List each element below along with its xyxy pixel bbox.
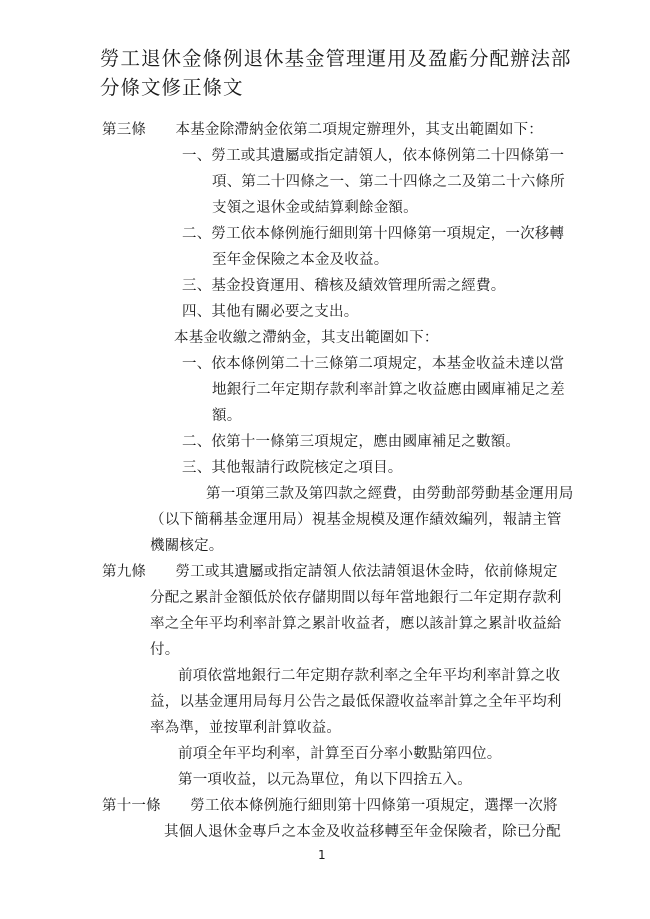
- page-number: 1: [318, 848, 326, 862]
- text-line: 至年金保險之本金及收益。: [212, 252, 389, 268]
- text-line: 四、其他有關必要之支出。: [182, 304, 359, 320]
- text-line: 一、依本條例第二十三條第二項規定，本基金收益未達以當: [182, 356, 565, 372]
- text-line: 三、基金投資運用、稽核及績效管理所需之經費。: [182, 278, 506, 294]
- text-line: 地銀行二年定期存款利率計算之收益應由國庫補足之差: [212, 382, 565, 398]
- document-title: [100, 44, 600, 102]
- article-9-heading: 第九條 勞工或其遺屬或指定請領人依法請領退休金時，依前條規定: [102, 564, 558, 580]
- article-11-heading: 第十一條 勞工依本條例施行細則第十四條第一項規定，選擇一次將: [102, 798, 558, 814]
- text-line: 其個人退休金專戶之本金及收益移轉至年金保險者，除已分配: [164, 824, 561, 840]
- text-line: 付。: [150, 642, 180, 658]
- text-line: 機關核定。: [150, 538, 224, 554]
- text-line: 二、依第十一條第三項規定，應由國庫補足之數額。: [182, 434, 521, 450]
- text-line: 前項依當地銀行二年定期存款利率之全年平均利率計算之收: [178, 668, 561, 684]
- text-line: 率之全年平均利率計算之累計收益者，應以該計算之累計收益給: [150, 616, 562, 632]
- text-line: 前項全年平均利率，計算至百分率小數點第四位。: [178, 746, 502, 762]
- text-line: 本基金收繳之滯納金，其支出範圍如下：: [174, 330, 439, 346]
- text-line: 第一項第三款及第四款之經費，由勞動部勞動基金運用局: [206, 486, 574, 502]
- text-line: 一、勞工或其遺屬或指定請領人，依本條例第二十四條第一: [182, 148, 565, 164]
- text-line: 分配之累計金額低於依存儲期間以每年當地銀行二年定期存款利: [150, 590, 562, 606]
- text-line: （以下簡稱基金運用局）視基金規模及運作績效編列，報請主管: [150, 512, 562, 528]
- title-line-2: 分條文修正條文: [100, 76, 244, 99]
- title-line-1: 勞工退休金條例退休基金管理運用及盈虧分配辦法部: [100, 47, 572, 70]
- text-line: 額。: [212, 408, 242, 424]
- text-line: 項、第二十四條之一、第二十四條之二及第二十六條所: [212, 174, 565, 190]
- text-line: 益，以基金運用局每月公告之最低保證收益率計算之全年平均利: [150, 694, 562, 710]
- text-line: 二、勞工依本條例施行細則第十四條第一項規定，一次移轉: [182, 226, 565, 242]
- text-line: 支領之退休金或結算剩餘金額。: [212, 200, 418, 216]
- text-line: 第一項收益，以元為單位，角以下四捨五入。: [178, 772, 472, 788]
- article-3-heading: 第三條 本基金除滯納金依第二項規定辦理外，其支出範圍如下：: [102, 122, 543, 138]
- text-line: 三、其他報請行政院核定之項目。: [182, 460, 403, 476]
- text-line: 率為準，並按單利計算收益。: [150, 720, 342, 736]
